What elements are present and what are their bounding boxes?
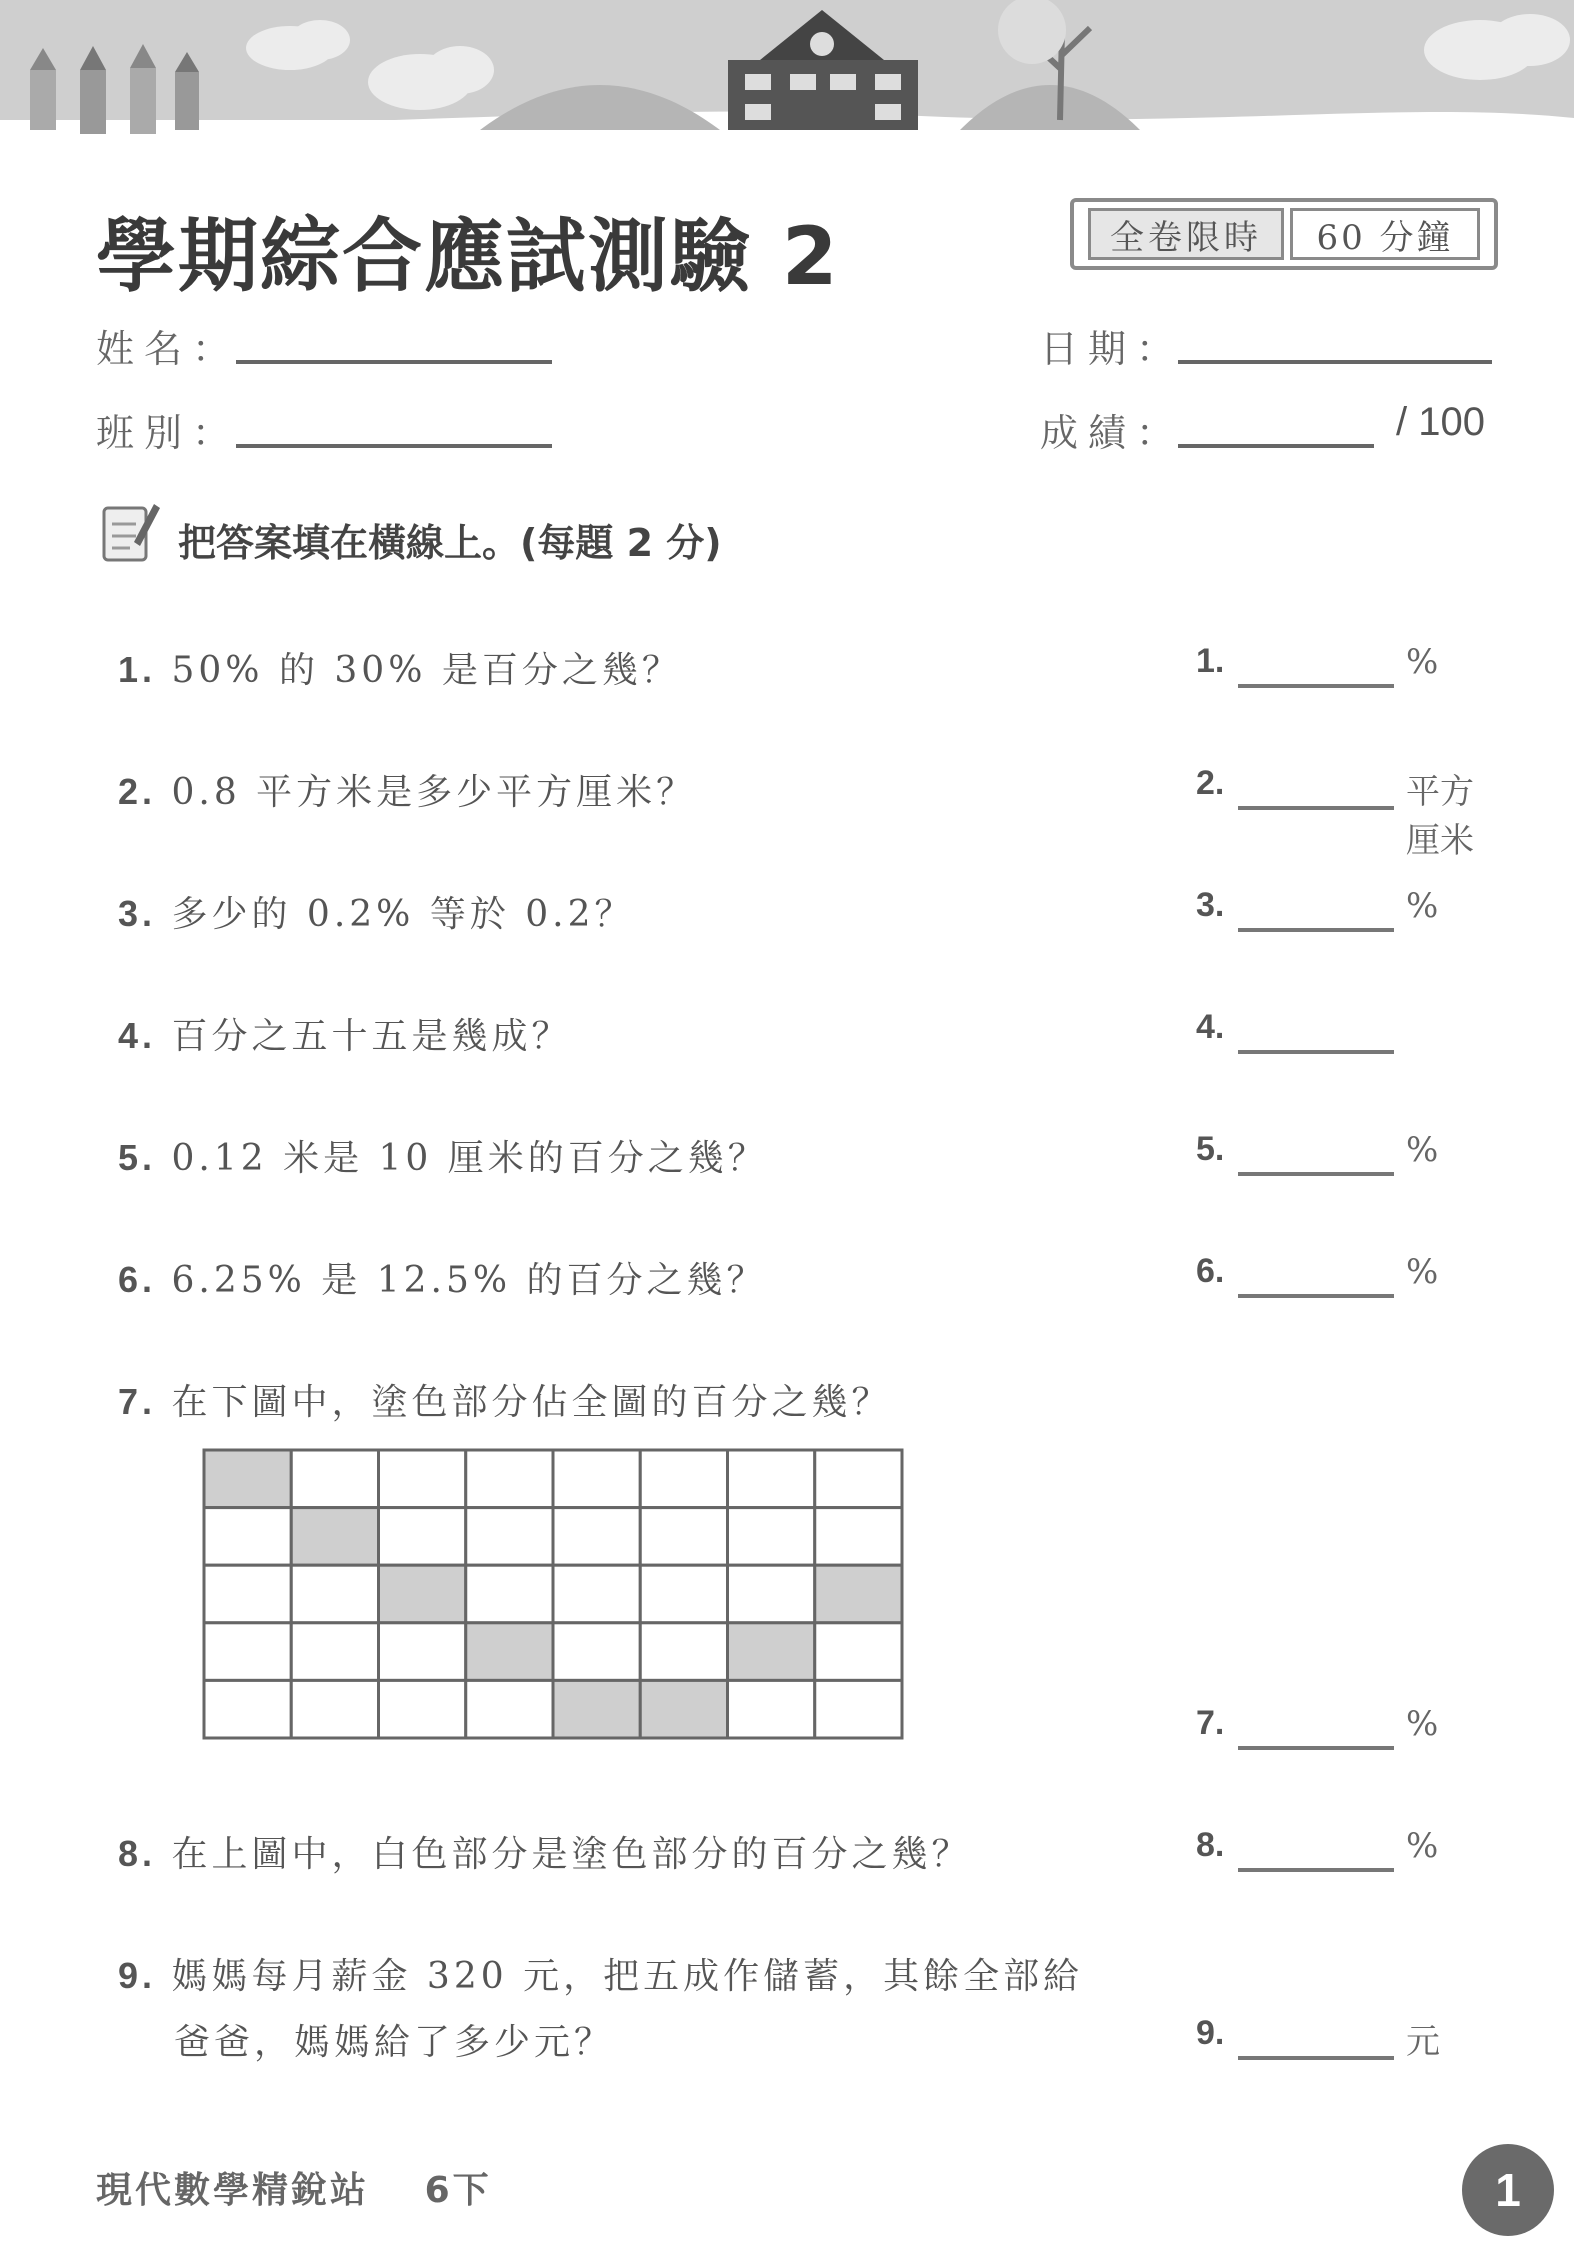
question-6 (118, 1252, 767, 1303)
grid-cell (291, 1565, 378, 1623)
grid-cell-shaded (291, 1508, 378, 1566)
name-label: 姓名： (96, 327, 241, 371)
pencil-note-icon (100, 498, 160, 564)
question-3 (118, 886, 635, 937)
score-label: 成績： (1040, 411, 1185, 455)
grid-cell (466, 1450, 553, 1508)
answer-line[interactable] (1238, 1746, 1394, 1750)
grid-cell (728, 1508, 815, 1566)
question-number: 8. (118, 1833, 157, 1874)
question-number: 5. (118, 1137, 157, 1178)
answer-line[interactable] (1238, 928, 1394, 932)
grid-cell (728, 1680, 815, 1738)
question-text: 在下圖中，塗色部分佔全圖的百分之幾？ (171, 1382, 892, 1423)
question-9-line-2: 爸爸，媽媽給了多少元？ (174, 2022, 615, 2063)
time-limit-label: 全卷限時 (1088, 208, 1284, 260)
answer-unit: % (1406, 642, 1439, 682)
answer-line[interactable] (1238, 1050, 1394, 1054)
grid-cell (291, 1450, 378, 1508)
grid-cell (379, 1508, 466, 1566)
grid-cell (640, 1508, 727, 1566)
grid-cell (204, 1565, 291, 1623)
question-text: 50% 的 30% 是百分之幾？ (171, 650, 682, 691)
grid-cell (291, 1680, 378, 1738)
question-number: 2. (118, 771, 157, 812)
question-5 (118, 1130, 768, 1181)
grid-cell (204, 1680, 291, 1738)
page-number: 1 (1462, 2144, 1554, 2236)
question-7 (118, 1374, 892, 1425)
answer-unit: 元 (1406, 2022, 1440, 2062)
shaded-grid-figure (200, 1446, 906, 1742)
grid-cell (815, 1508, 902, 1566)
answer-line[interactable] (1238, 1294, 1394, 1298)
answer-4[interactable] (1196, 1008, 1496, 1058)
grid-cell (466, 1508, 553, 1566)
grid-cell (204, 1623, 291, 1681)
grid-cell (815, 1680, 902, 1738)
question-number: 9. (118, 1955, 157, 1996)
question-9 (118, 1948, 1083, 1999)
grid-cell (728, 1450, 815, 1508)
answer-line[interactable] (1238, 1868, 1394, 1872)
grid-cell (553, 1565, 640, 1623)
answer-6[interactable] (1196, 1252, 1496, 1302)
question-number: 3. (118, 893, 157, 934)
answer-number: 7. (1196, 1704, 1225, 1742)
answer-unit: % (1406, 1252, 1439, 1292)
question-text: 多少的 0.2% 等於 0.2？ (171, 894, 635, 935)
grid-cell (728, 1565, 815, 1623)
answer-number: 8. (1196, 1826, 1225, 1864)
grid-cell (640, 1565, 727, 1623)
grid-cell (640, 1450, 727, 1508)
question-number: 7. (118, 1381, 157, 1422)
grid-cell (291, 1623, 378, 1681)
answer-unit: % (1406, 1130, 1439, 1170)
grid-cell-shaded (815, 1565, 902, 1623)
question-text: 0.8 平方米是多少平方厘米？ (171, 772, 697, 813)
answer-number: 4. (1196, 1008, 1225, 1046)
book-title: 現代數學精銳站 (96, 2170, 370, 2211)
question-text: 在上圖中，白色部分是塗色部分的百分之幾？ (171, 1834, 972, 1875)
grid-cell-shaded (728, 1623, 815, 1681)
answer-unit: % (1406, 1826, 1439, 1866)
answer-number: 1. (1196, 642, 1225, 680)
score-line[interactable] (1178, 444, 1374, 448)
answer-line[interactable] (1238, 2056, 1394, 2060)
answer-unit: % (1406, 886, 1439, 926)
grid-cell (466, 1680, 553, 1738)
answer-9[interactable] (1196, 2014, 1496, 2064)
grid-cell (553, 1623, 640, 1681)
grid-cell (640, 1623, 727, 1681)
answer-number: 2. (1196, 764, 1225, 802)
grid-cell (815, 1623, 902, 1681)
question-8 (118, 1826, 972, 1877)
grid-cell-shaded (640, 1680, 727, 1738)
grid-cell-shaded (466, 1623, 553, 1681)
class-line[interactable] (236, 444, 552, 448)
answer-number: 5. (1196, 1130, 1225, 1168)
answer-unit: % (1406, 1704, 1439, 1744)
date-label: 日期： (1040, 327, 1185, 371)
page-title: 學期綜合應試測驗 2 (96, 210, 840, 303)
grid-cell (379, 1680, 466, 1738)
grid-cell (466, 1565, 553, 1623)
question-number: 1. (118, 649, 157, 690)
grid-cell (379, 1450, 466, 1508)
instructions: 把答案填在橫線上。(每題 2 分) (178, 521, 722, 565)
question-text: 0.12 米是 10 厘米的百分之幾？ (171, 1138, 768, 1179)
class-label: 班別： (96, 411, 241, 455)
grid-cell-shaded (553, 1680, 640, 1738)
grid-cell (379, 1623, 466, 1681)
answer-line[interactable] (1238, 806, 1394, 810)
time-limit-box (1070, 198, 1498, 270)
question-number: 4. (118, 1015, 157, 1056)
name-line[interactable] (236, 360, 552, 364)
answer-number: 6. (1196, 1252, 1225, 1290)
answer-2[interactable] (1196, 764, 1496, 861)
answer-7[interactable] (1196, 1704, 1496, 1754)
grid-cell (204, 1508, 291, 1566)
time-limit-value: 60 分鐘 (1290, 208, 1480, 260)
question-text: 6.25% 是 12.5% 的百分之幾？ (171, 1260, 767, 1301)
answer-5[interactable] (1196, 1130, 1496, 1180)
question-text: 百分之五十五是幾成？ (171, 1016, 572, 1057)
question-2 (118, 764, 696, 815)
answer-line[interactable] (1238, 684, 1394, 688)
footer (96, 2162, 492, 2213)
grid-cell (553, 1450, 640, 1508)
grid-cell (553, 1508, 640, 1566)
question-number: 6. (118, 1259, 157, 1300)
grid-cell-shaded (379, 1565, 466, 1623)
answer-8[interactable] (1196, 1826, 1496, 1876)
question-4 (118, 1008, 572, 1059)
date-line[interactable] (1178, 360, 1492, 364)
answer-number: 9. (1196, 2014, 1225, 2052)
answer-unit: 平方厘米 (1406, 772, 1474, 861)
answer-1[interactable] (1196, 642, 1496, 692)
score-total: / 100 (1396, 400, 1485, 444)
question-text: 媽媽每月薪金 320 元，把五成作儲蓄，其餘全部給 (171, 1956, 1084, 1997)
grid-cell-shaded (204, 1450, 291, 1508)
answer-number: 3. (1196, 886, 1225, 924)
answer-line[interactable] (1238, 1172, 1394, 1176)
grid-cell (815, 1450, 902, 1508)
answer-3[interactable] (1196, 886, 1496, 936)
header-banner (0, 0, 1574, 190)
question-1 (118, 642, 682, 693)
grade-label: 6下 (424, 2170, 492, 2211)
